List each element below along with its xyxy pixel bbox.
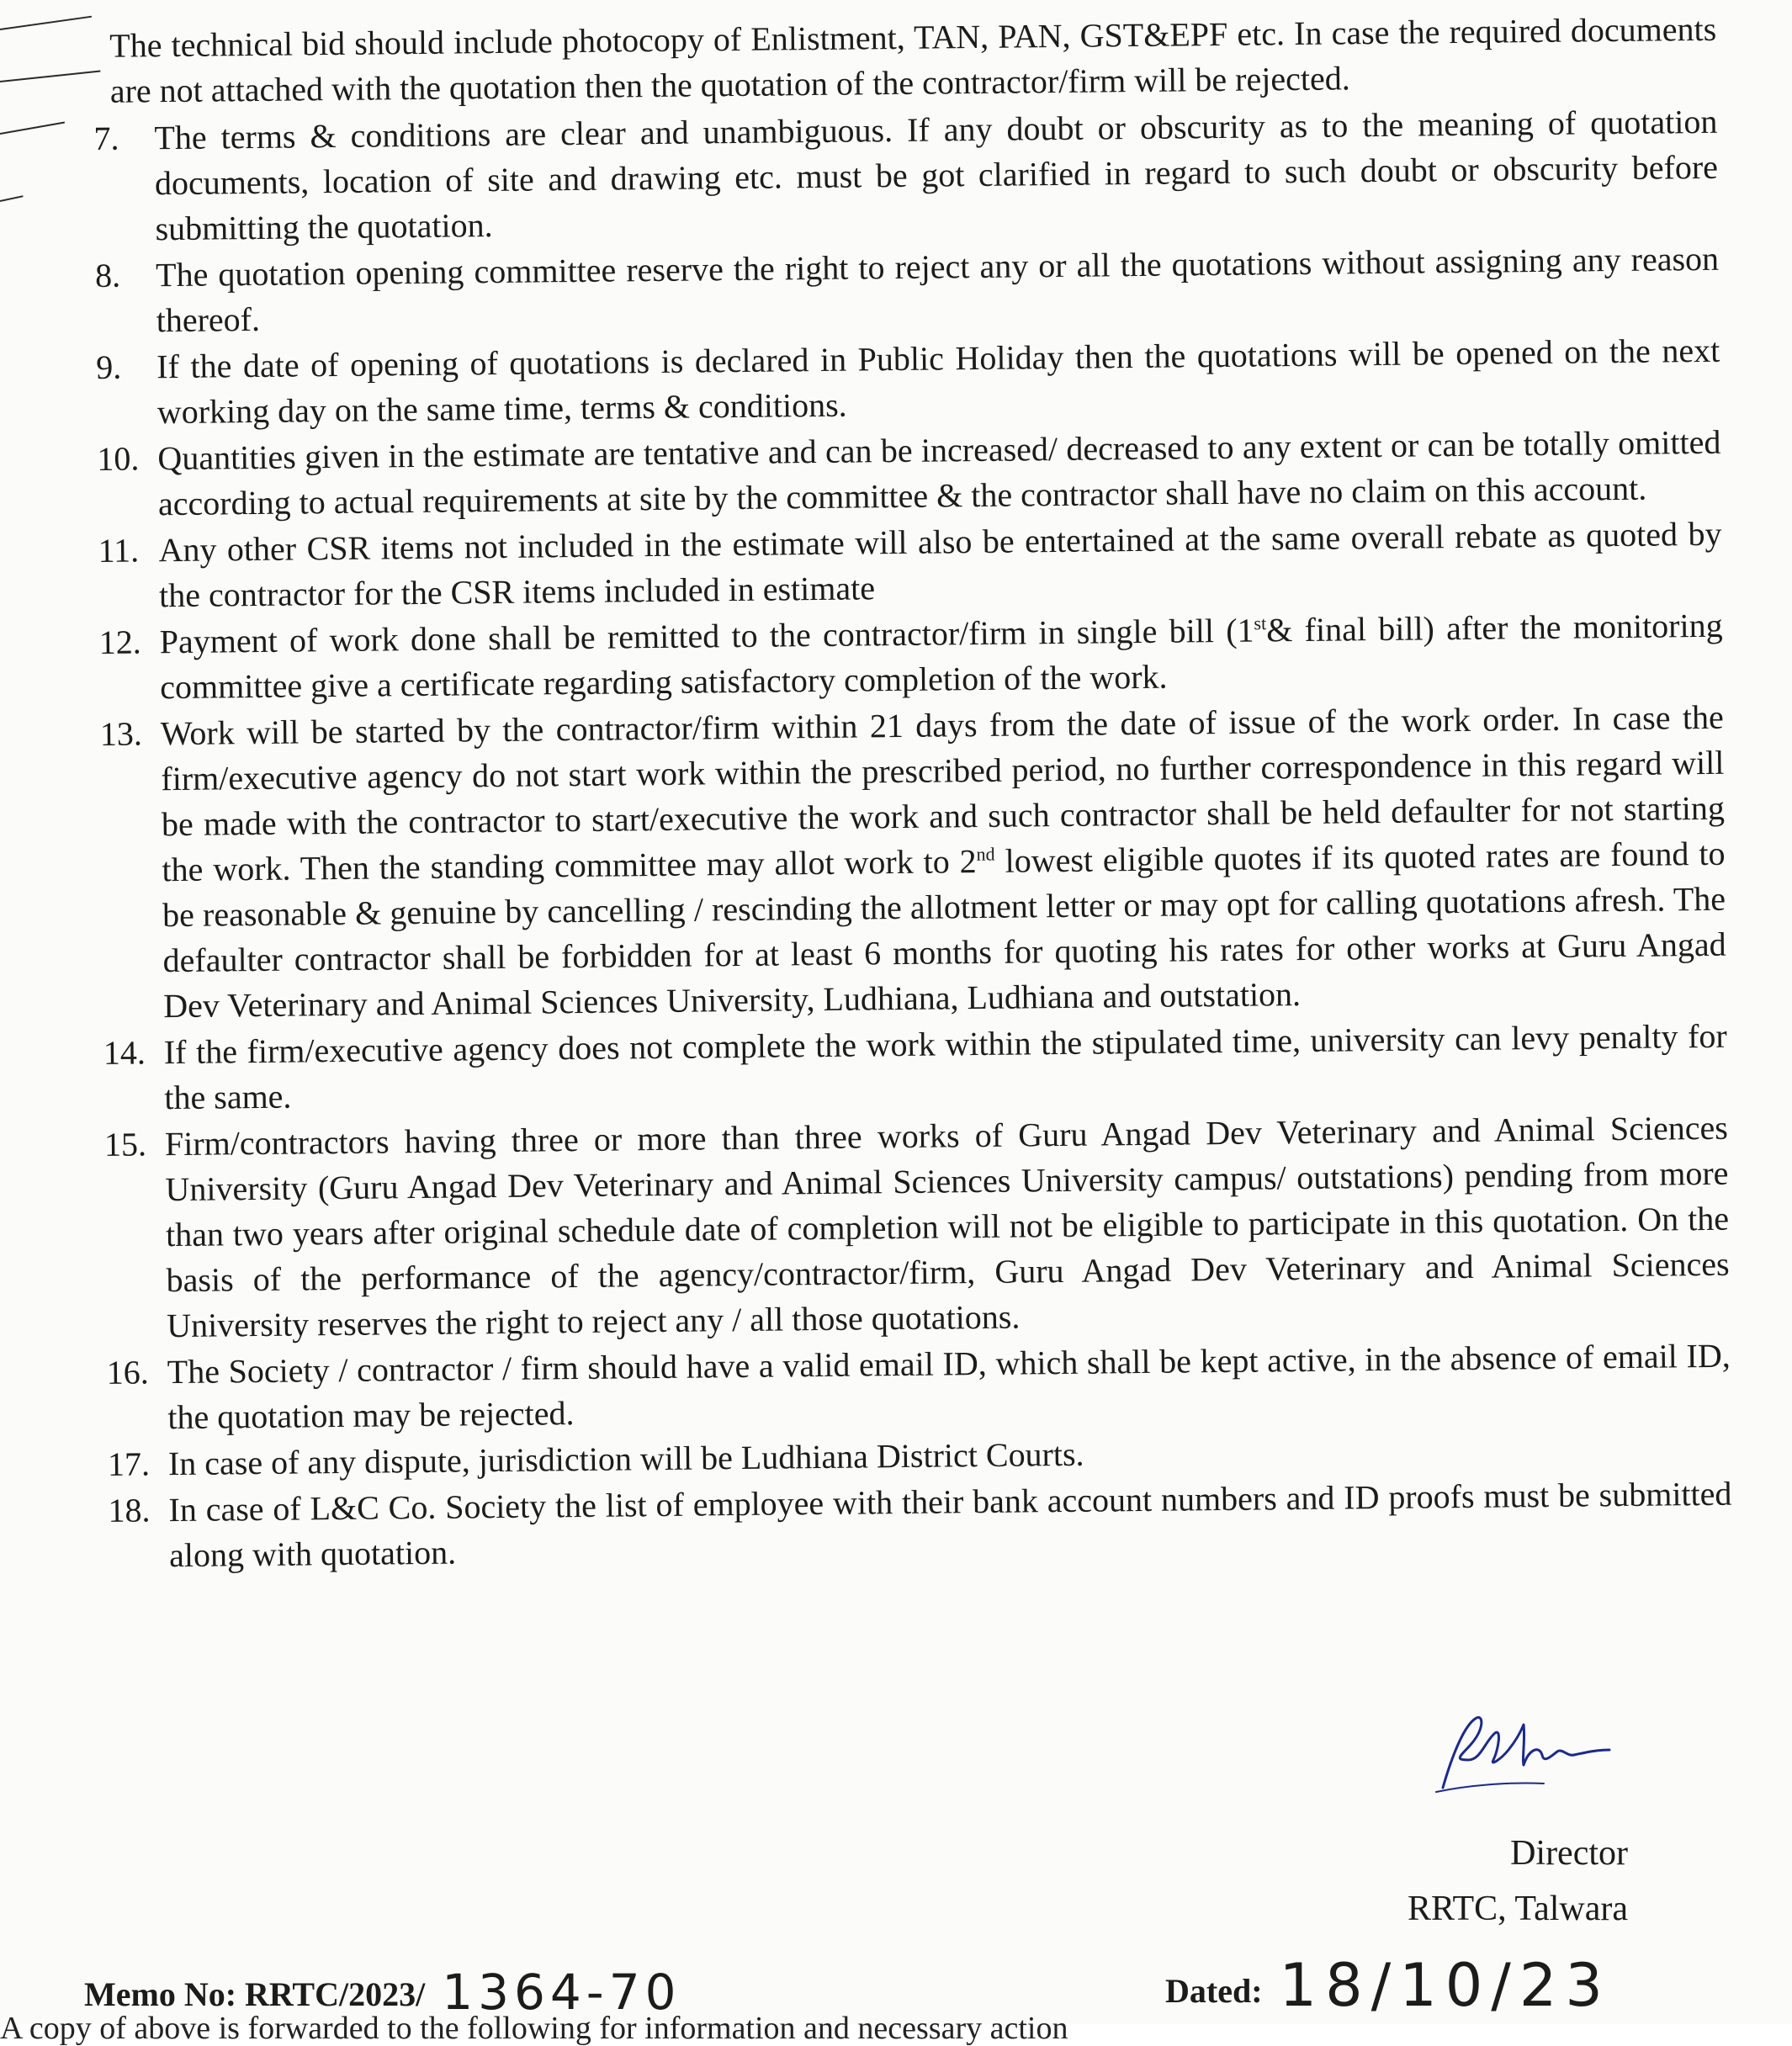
clause-text: The Society / contractor / firm should have a valid email ID, which shall be kept active, in the absence of email ID, the quotation may be rejected. <box>167 1336 1731 1437</box>
clause-number: 9. <box>96 347 122 386</box>
clause-number: 15. <box>103 1125 147 1163</box>
clause-number: 12. <box>98 623 141 661</box>
dated-line <box>1165 1948 1611 2020</box>
clause-text: If the date of opening of quotations is declared in Public Holiday then the quotations will be opened on the next working day on the same time, terms & conditions. <box>156 331 1720 432</box>
clause-number: 14. <box>103 1033 146 1072</box>
clause-text: If the firm/executive agency does not complete the work within the stipulated time, university can levy penalty for the same. <box>163 1016 1727 1117</box>
clause-text-part: & final bill) after the monitoring committee give a certificate regarding satisfactory completion of the work. <box>160 606 1723 707</box>
signatory-office: RRTC, Talwara <box>1407 1890 1628 1928</box>
clause-number: 18. <box>108 1491 151 1529</box>
clause-text: Any other CSR items not included in the estimate will also be entertained at the same overall rebate as quoted by the contractor for the CSR items included in estimate <box>158 514 1722 615</box>
clause-text-part: Payment of work done shall be remitted to the contractor/firm in single bill (1 <box>159 611 1254 661</box>
clause-16 <box>107 1333 1731 1441</box>
clause-text <box>159 603 1723 710</box>
ordinal-suffix: st <box>1254 612 1267 634</box>
clause-text: In case of L&C Co. Society the list of employee with their bank account numbers and ID proofs must be submitted along with quotation. <box>168 1474 1732 1575</box>
clause-9 <box>96 328 1720 436</box>
clause-text: Quantities given in the estimate are tentative and can be increased/ decreased to any extent or can be totally omitted according to actual requirements at site by the committee & the contractor shall have no claim on this account. <box>157 422 1721 523</box>
dated-label: Dated: <box>1165 1972 1263 2010</box>
clause-text-part: Work will be started by the contractor/firm within 21 days from the date of issue of the work order. In case the firm/executive agency do not start work within the prescribed period, no further correspondence in this regard will be made with the contractor to start/executive the work and such contractor shall be held defaulter for not starting the work. Then the standing committee may allot work to 2 <box>160 697 1726 889</box>
memo-number-handwritten: 1364-70 <box>442 1964 681 2021</box>
clause-list <box>93 99 1732 1579</box>
clause-18 <box>108 1471 1732 1579</box>
margin-stroke <box>0 70 100 82</box>
cutoff-text-line: A copy of above is forwarded to the following for information and necessary action <box>0 2011 1068 2046</box>
clause-text <box>161 695 1727 1029</box>
clause-text: The terms & conditions are clear and unambiguous. If any doubt or obscurity as to the meaning of quotation documents, location of site and drawing etc. must be got clarified in regard to such doubt or obscurity before submitting the quotation. <box>154 102 1719 248</box>
clause-number: 16. <box>106 1353 150 1391</box>
terms-body <box>93 7 1732 1580</box>
clause-text-part: lowest eligible quotes if its quoted rates are found to be reasonable & genuine by cancelling / rescinding the allotment letter or may opt for calling quotations afresh. The defaulter contractor shall be forbidden for at least 6 months for quoting his rates for other works at Guru Angad Dev Veterinary and Animal Sciences University, Ludhiana, Ludhiana and outstation. <box>162 834 1726 1026</box>
clause-8 <box>95 236 1720 344</box>
clause-14 <box>103 1014 1728 1121</box>
clause-number: 10. <box>97 439 140 478</box>
clause-12 <box>98 603 1723 711</box>
signatory-block <box>1325 1716 1628 1937</box>
ordinal-suffix: nd <box>976 843 995 865</box>
margin-stroke <box>0 121 65 135</box>
margin-stroke <box>0 195 24 202</box>
clause-11 <box>98 512 1722 619</box>
memo-label: Memo No: RRTC/2023/ <box>84 1975 426 2013</box>
clause-15 <box>104 1105 1731 1349</box>
signatory-designation: Director <box>1510 1834 1628 1873</box>
clause-number: 7. <box>93 119 119 157</box>
memo-line <box>84 1960 681 2021</box>
clause-6-continuation: The technical bid should include photocopy of Enlistment, TAN, PAN, GST&EPF etc. In case the required documents are not attached with the quotation then the quotation of the contractor/firm will be rejected. <box>109 9 1717 110</box>
date-handwritten: 18/10/23 <box>1279 1951 1611 2020</box>
clause-number: 11. <box>98 531 140 570</box>
clause-number: 17. <box>107 1444 151 1483</box>
clause-10 <box>97 420 1721 527</box>
clause-text: Firm/contractors having three or more than three works of Guru Angad Dev Veterinary and Animal Sciences University (Guru Angad Dev Veterinary and Animal Sciences University campus/ outstations) pending from more than two years after original schedule date of completion will not be eligible to participate in this quotation. On the basis of the performance of the agency/contractor/firm, Guru Angad Dev Veterinary and Animal Sciences University reserves the right to reject any / all those quotations. <box>164 1108 1730 1345</box>
clause-text: In case of any dispute, jurisdiction will be Ludhiana District Courts. <box>167 1434 1084 1483</box>
clause-number: 13. <box>99 714 143 753</box>
margin-stroke <box>0 16 92 30</box>
clause-7 <box>93 99 1719 252</box>
clause-text: The quotation opening committee reserve the right to reject any or all the quotations without assigning any reason thereof. <box>155 239 1720 340</box>
clause-13 <box>100 695 1727 1030</box>
clause-number: 8. <box>94 256 121 294</box>
